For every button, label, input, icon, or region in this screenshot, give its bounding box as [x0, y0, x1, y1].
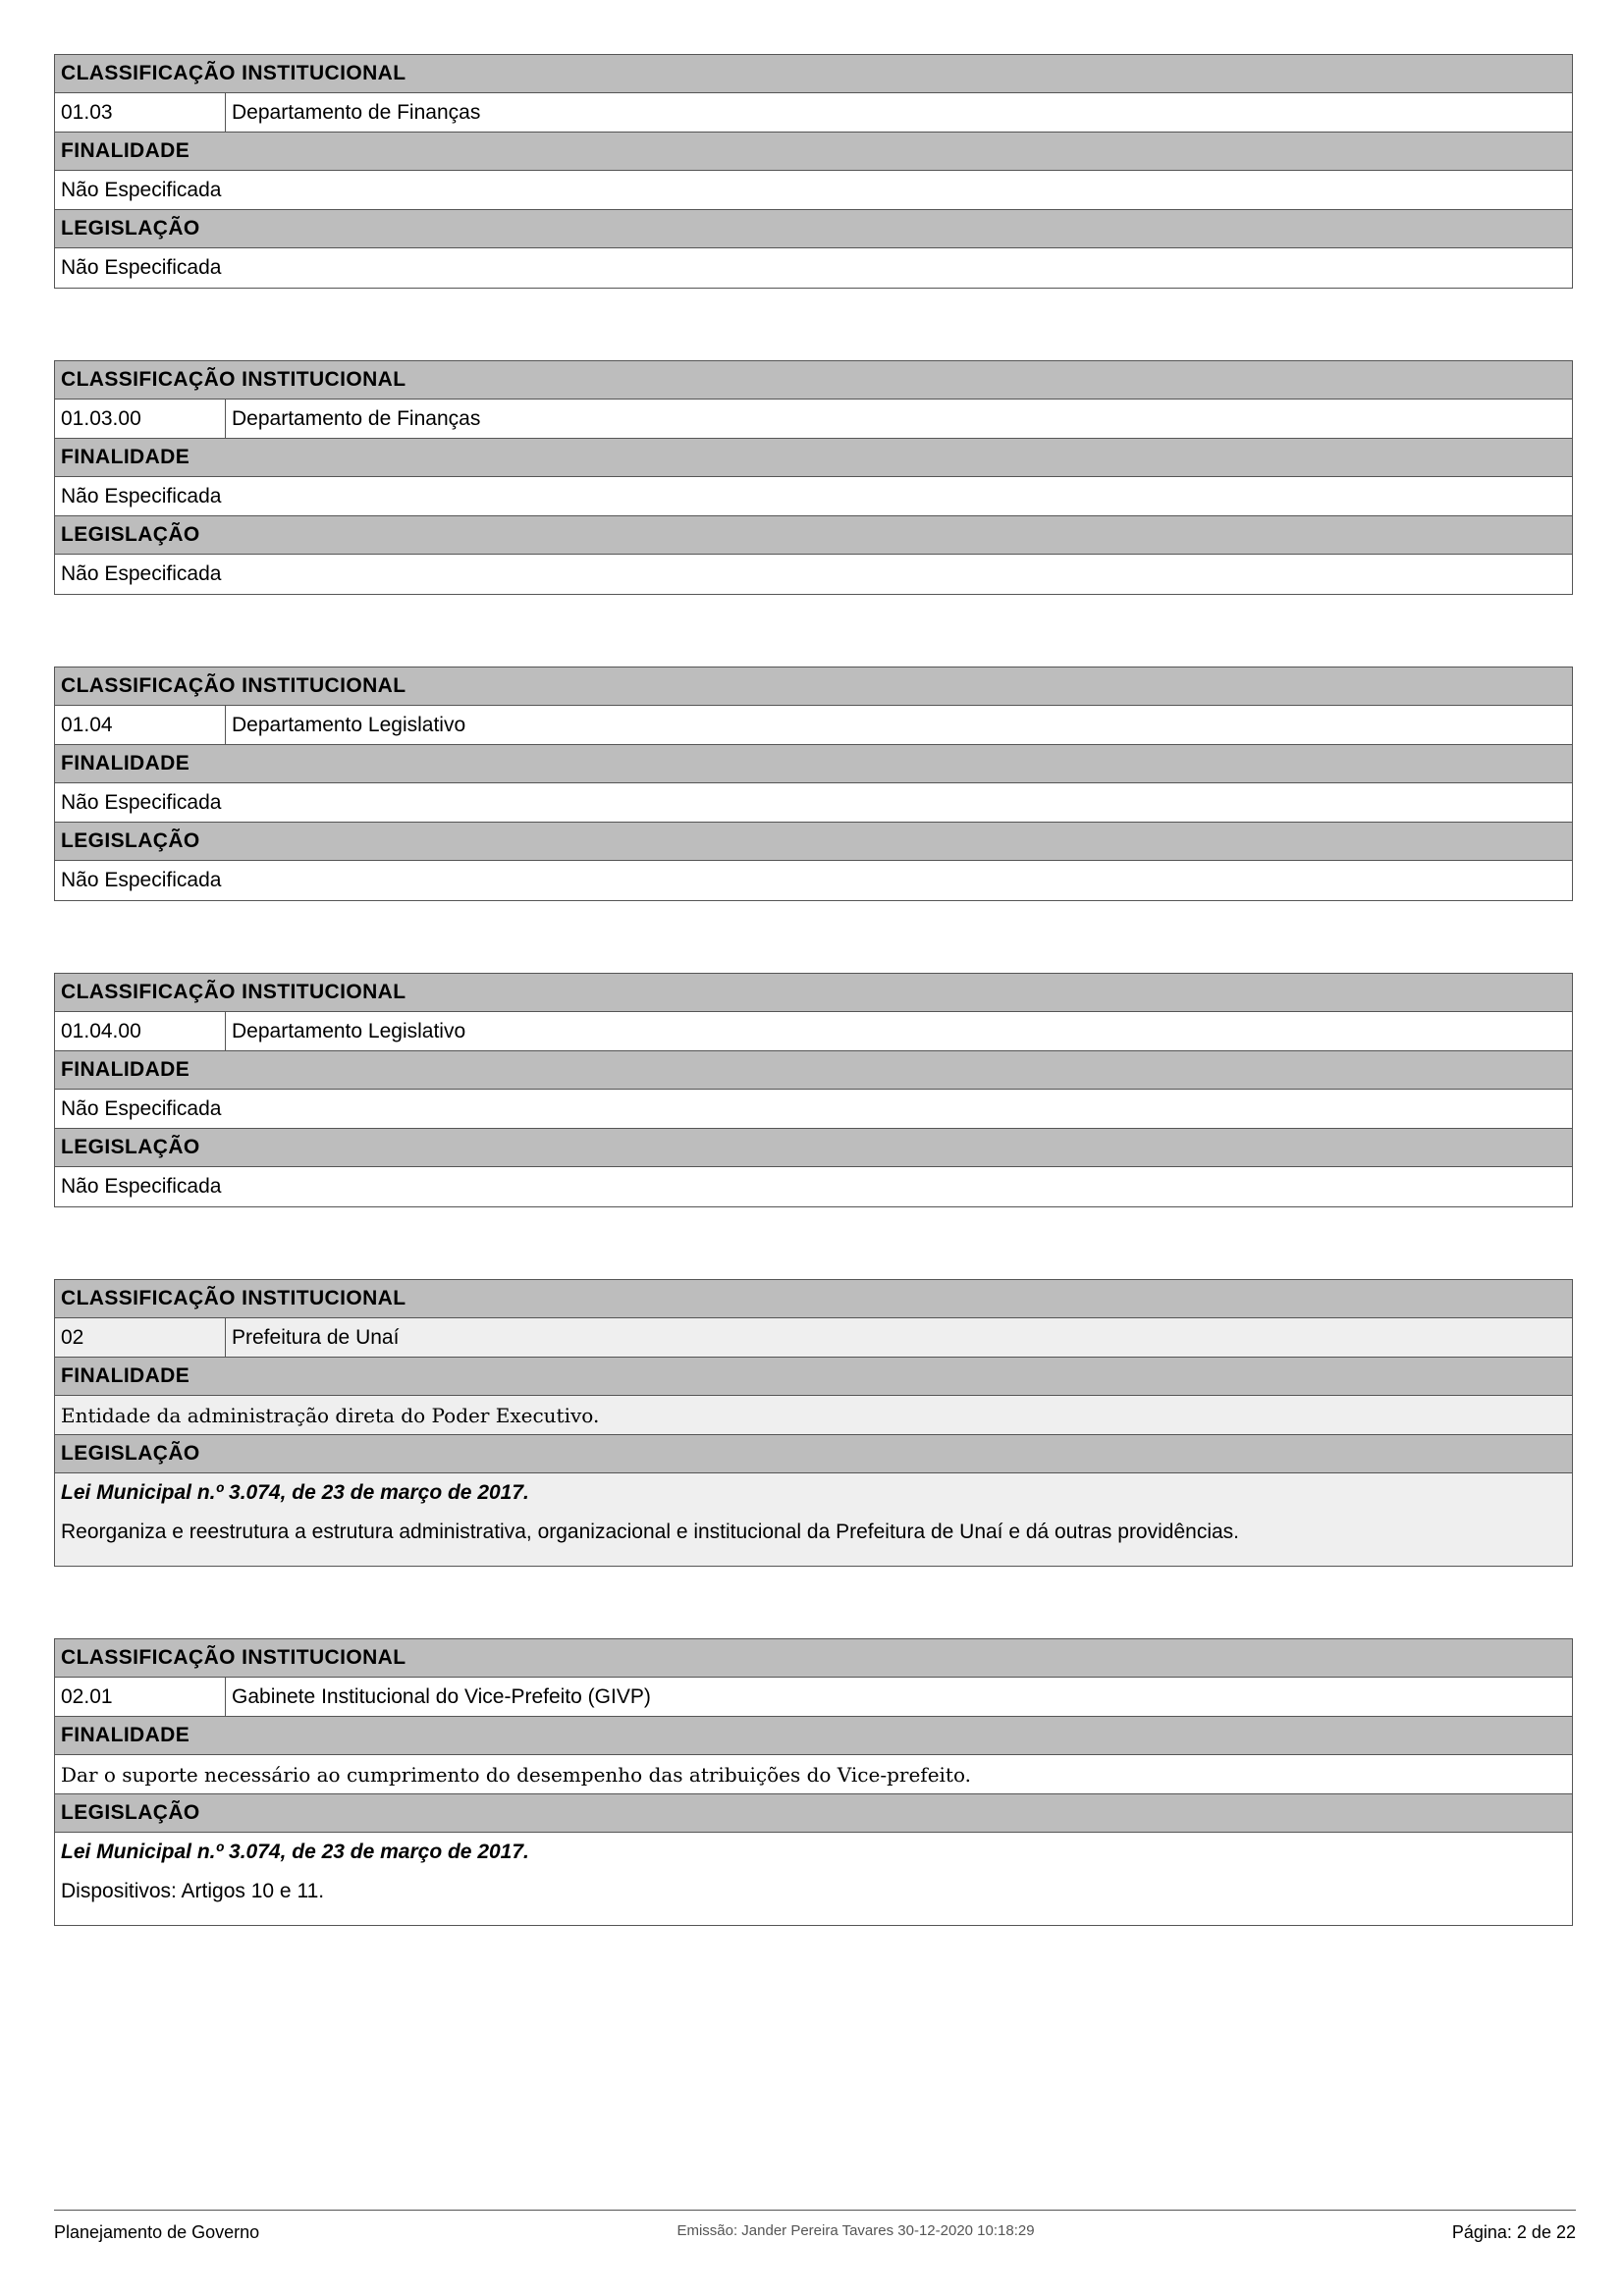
legislacao-law-title: Lei Municipal n.º 3.074, de 23 de março de 2017.: [61, 1841, 529, 1863]
classification-block: [54, 1638, 1573, 1926]
legislacao-header: LEGISLAÇÃO: [55, 1435, 1572, 1473]
document-body: [54, 54, 1573, 1998]
footer-page-number: Página: 2 de 22: [1451, 2222, 1576, 2242]
footer-department: Planejamento de Governo: [54, 2222, 260, 2242]
legislacao-header: LEGISLAÇÃO: [55, 1129, 1572, 1167]
classification-header: CLASSIFICAÇÃO INSTITUCIONAL: [55, 667, 1572, 706]
finalidade-value: Não Especificada: [55, 1090, 1572, 1129]
finalidade-value: Não Especificada: [55, 477, 1572, 516]
classification-row: [55, 1318, 1572, 1358]
finalidade-value: Não Especificada: [55, 171, 1572, 210]
finalidade-header: FINALIDADE: [55, 745, 1572, 783]
classification-block: [54, 667, 1573, 901]
classification-name: Departamento de Finanças: [232, 406, 481, 430]
classification-block: [54, 1279, 1573, 1567]
classification-block: [54, 360, 1573, 595]
legislacao-value: Não Especificada: [55, 1167, 1572, 1206]
classification-row: [55, 400, 1572, 439]
classification-row: [55, 706, 1572, 745]
legislacao-header: LEGISLAÇÃO: [55, 1794, 1572, 1833]
finalidade-header: FINALIDADE: [55, 133, 1572, 171]
finalidade-value: Entidade da administração direta do Poder Executivo.: [55, 1396, 1572, 1435]
classification-code: 01.03.00: [61, 400, 226, 438]
finalidade-header: FINALIDADE: [55, 1717, 1572, 1755]
legislacao-value: Não Especificada: [55, 248, 1572, 288]
classification-name: Prefeitura de Unaí: [232, 1325, 400, 1349]
legislacao-law-text: Reorganiza e reestrutura a estrutura administrativa, organizacional e institucional da Prefeitura de Unaí e dá outras providências.: [61, 1521, 1239, 1543]
classification-header: CLASSIFICAÇÃO INSTITUCIONAL: [55, 1280, 1572, 1318]
classification-header: CLASSIFICAÇÃO INSTITUCIONAL: [55, 361, 1572, 400]
classification-name: Departamento Legislativo: [232, 1019, 466, 1042]
finalidade-header: FINALIDADE: [55, 439, 1572, 477]
legislacao-value: [55, 1833, 1572, 1925]
classification-row: [55, 93, 1572, 133]
classification-block: [54, 54, 1573, 289]
page-footer: [54, 2210, 1576, 2243]
legislacao-law-title: Lei Municipal n.º 3.074, de 23 de março de 2017.: [61, 1481, 529, 1504]
legislacao-value: Não Especificada: [55, 555, 1572, 594]
classification-header: CLASSIFICAÇÃO INSTITUCIONAL: [55, 55, 1572, 93]
finalidade-header: FINALIDADE: [55, 1358, 1572, 1396]
classification-code: 01.04.00: [61, 1012, 226, 1050]
classification-row: [55, 1678, 1572, 1717]
finalidade-header: FINALIDADE: [55, 1051, 1572, 1090]
legislacao-header: LEGISLAÇÃO: [55, 210, 1572, 248]
classification-header: CLASSIFICAÇÃO INSTITUCIONAL: [55, 974, 1572, 1012]
legislacao-header: LEGISLAÇÃO: [55, 823, 1572, 861]
footer-emission: Emissão: Jander Pereira Tavares 30-12-2020 10:18:29: [676, 2222, 1035, 2239]
classification-row: [55, 1012, 1572, 1051]
legislacao-value: [55, 1473, 1572, 1566]
finalidade-value: Não Especificada: [55, 783, 1572, 823]
classification-name: Departamento Legislativo: [232, 713, 466, 736]
classification-header: CLASSIFICAÇÃO INSTITUCIONAL: [55, 1639, 1572, 1678]
classification-name: Departamento de Finanças: [232, 100, 481, 124]
legislacao-header: LEGISLAÇÃO: [55, 516, 1572, 555]
classification-name: Gabinete Institucional do Vice-Prefeito (GIVP): [232, 1684, 651, 1708]
classification-code: 02.01: [61, 1678, 226, 1716]
classification-code: 01.03: [61, 93, 226, 132]
legislacao-law-text: Dispositivos: Artigos 10 e 11.: [61, 1880, 325, 1902]
classification-block: [54, 973, 1573, 1207]
classification-code: 01.04: [61, 706, 226, 744]
finalidade-value: Dar o suporte necessário ao cumprimento do desempenho das atribuições do Vice-prefeito.: [55, 1755, 1572, 1794]
legislacao-value: Não Especificada: [55, 861, 1572, 900]
classification-code: 02: [61, 1318, 226, 1357]
